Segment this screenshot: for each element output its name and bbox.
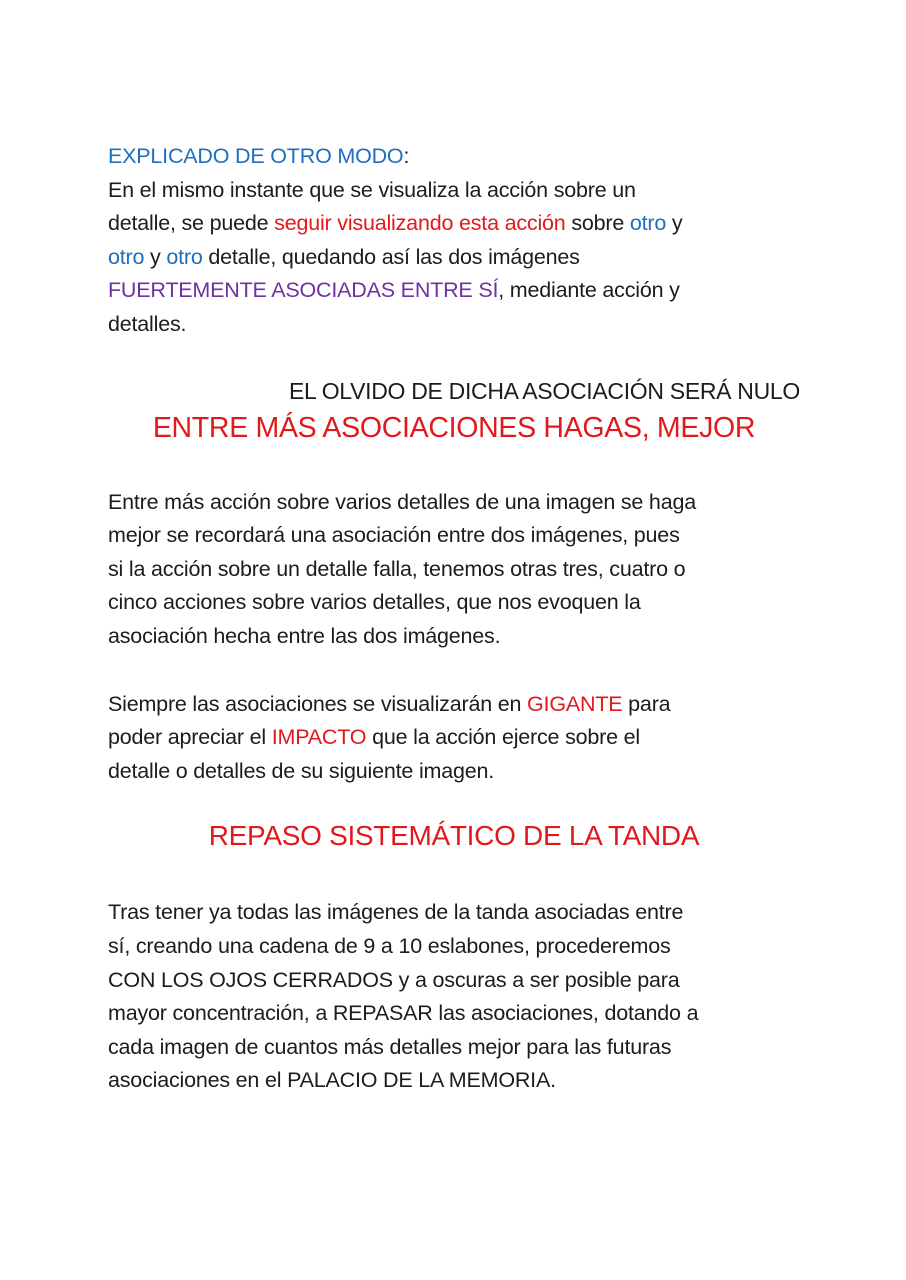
text-line <box>108 140 800 174</box>
heading-text: ENTRE MÁS ASOCIACIONES HAGAS, MEJOR <box>152 411 756 444</box>
text-span: que la acción ejerce sobre el <box>366 725 640 750</box>
olvido-statement <box>108 374 800 408</box>
text-span: poder apreciar el <box>108 725 272 750</box>
text-span: detalles. <box>108 311 187 336</box>
purple-emphasis-span: FUERTEMENTE ASOCIADAS ENTRE SÍ <box>108 278 499 303</box>
text-span: EL OLVIDO DE DICHA ASOCIACIÓN SERÁ NULO <box>288 377 800 404</box>
text-line <box>108 241 800 275</box>
text-line <box>108 688 800 722</box>
text-line <box>108 586 800 620</box>
paragraph-siempre <box>108 688 800 789</box>
blue-emphasis-span: otro <box>629 211 667 236</box>
text-line <box>108 486 800 520</box>
text-span: Entre más acción sobre varios detalles de una imagen se haga <box>108 489 696 514</box>
blue-emphasis-span: otro <box>108 244 145 269</box>
text-span: mayor concentración, a REPASAR las asociaciones, dotando a <box>108 1001 699 1026</box>
blue-emphasis-span: otro <box>166 244 203 269</box>
text-line <box>108 553 800 587</box>
text-span: sí, creando una cadena de 9 a 10 eslabones, procederemos <box>108 933 671 958</box>
red-emphasis-span: GIGANTE <box>527 691 623 716</box>
text-line <box>108 721 800 755</box>
text-line <box>108 207 800 241</box>
text-line <box>108 997 800 1031</box>
text-line <box>108 274 800 308</box>
text-span: CON LOS OJOS CERRADOS y a oscuras a ser posible para <box>108 967 680 992</box>
text-line <box>108 308 800 342</box>
intro-paragraph <box>108 140 800 342</box>
text-span: Tras tener ya todas las imágenes de la tanda asociadas entre <box>108 900 684 925</box>
text-line <box>108 620 800 654</box>
text-span: y <box>666 211 683 236</box>
red-emphasis-span: IMPACTO <box>271 725 367 750</box>
text-span: , mediante acción y <box>498 278 680 303</box>
heading-entre-mas <box>108 408 800 448</box>
text-span: asociación hecha entre las dos imágenes. <box>108 623 501 648</box>
text-span: : <box>403 144 410 168</box>
heading-text: REPASO SISTEMÁTICO DE LA TANDA <box>208 820 700 852</box>
text-line <box>108 896 800 930</box>
text-span: detalle, se puede <box>108 211 275 236</box>
text-line <box>108 755 800 789</box>
text-line <box>108 174 800 208</box>
text-span: mejor se recordará una asociación entre dos imágenes, pues <box>108 523 680 548</box>
text-span: sobre <box>565 211 630 236</box>
text-span: y <box>144 244 167 269</box>
text-span: cada imagen de cuantos más detalles mejor para las futuras <box>108 1034 672 1059</box>
text-span: detalle o detalles de su siguiente imagen. <box>108 758 495 783</box>
text-line <box>108 1064 800 1098</box>
text-span: Siempre las asociaciones se visualizarán en <box>108 691 528 716</box>
red-emphasis-span: seguir visualizando esta acción <box>274 211 566 236</box>
text-line <box>108 964 800 998</box>
text-line <box>108 1031 800 1065</box>
intro-heading-text: EXPLICADO DE OTRO MODO <box>108 144 404 168</box>
heading-repaso <box>108 816 800 856</box>
text-line <box>108 930 800 964</box>
text-span: si la acción sobre un detalle falla, tenemos otras tres, cuatro o <box>108 556 686 581</box>
paragraph-entre-mas-accion <box>108 486 800 654</box>
text-span: asociaciones en el PALACIO DE LA MEMORIA. <box>108 1068 556 1093</box>
text-span: para <box>622 691 671 716</box>
paragraph-tras-tener <box>108 896 800 1098</box>
text-span: En el mismo instante que se visualiza la acción sobre un <box>108 177 636 202</box>
text-span: detalle, quedando así las dos imágenes <box>202 244 580 269</box>
text-line <box>108 519 800 553</box>
text-span: cinco acciones sobre varios detalles, que nos evoquen la <box>108 590 641 615</box>
